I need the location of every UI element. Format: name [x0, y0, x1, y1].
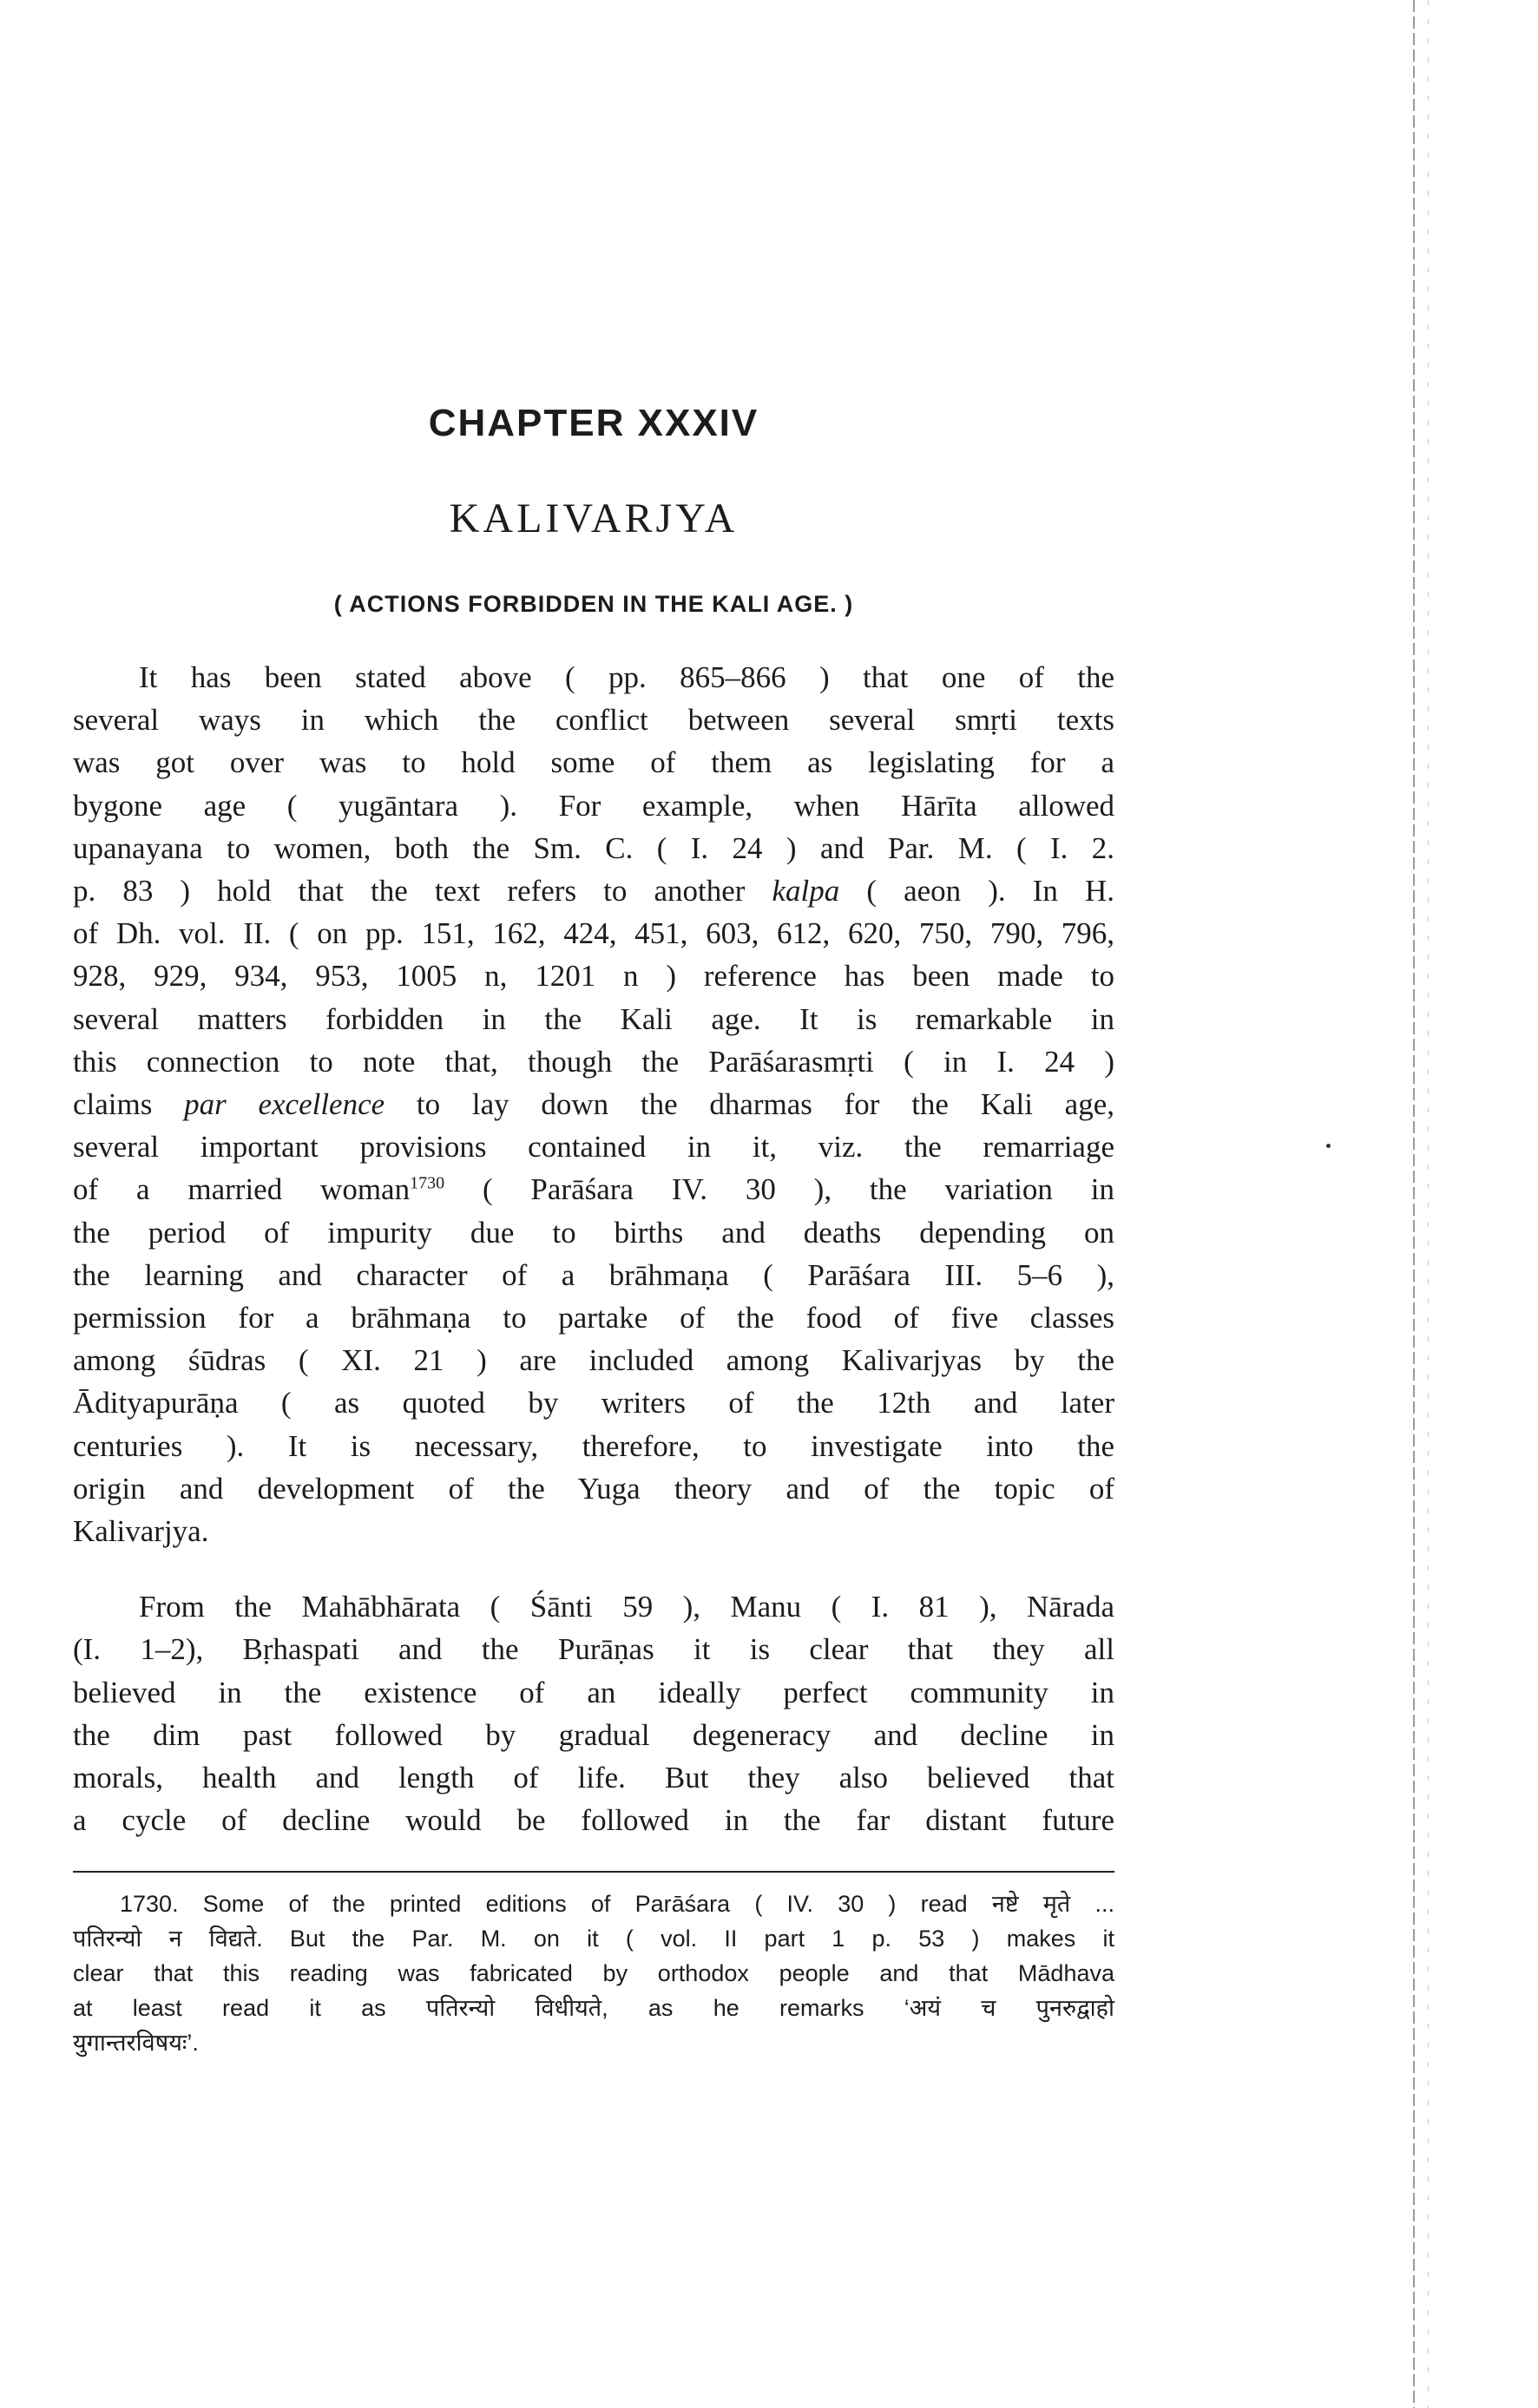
text-line: several important provisions contained in it, viz. the remarriage	[73, 1130, 1114, 1165]
footnote-line: युगान्तरविषयः’.	[73, 2030, 199, 2057]
text-line: permission for a brāhmaṇa to partake of the food of five classes	[73, 1301, 1114, 1335]
text-line: several ways in which the conflict between several smṛti texts	[73, 703, 1114, 738]
text-segment: claims	[73, 1087, 185, 1122]
text-line: It has been stated above ( pp. 865–866 ) that one of the	[139, 660, 1114, 694]
footnote-line: clear that this reading was fabricated by orthodox people and that Mādhava	[73, 1960, 1114, 1987]
text-line: upanayana to women, both the Sm. C. ( I. 24 ) and Par. M. ( I. 2.	[73, 830, 1114, 865]
footnote-line: 1730. Some of the printed editions of Parāśara ( IV. 30 ) read नष्टे मृते ...	[120, 1891, 1114, 1918]
text-line: the period of impurity due to births and deaths depending on	[73, 1215, 1114, 1250]
text-line	[73, 1083, 1114, 1125]
footnote-divider	[73, 1871, 1114, 1873]
chapter-title: KALIVARJYA	[449, 495, 739, 541]
footnote-line: पतिरन्यो न विद्यते. But the Par. M. on it ( vol. II part 1 p. 53 ) makes it	[73, 1926, 1114, 1952]
text-line: bygone age ( yugāntara ). For example, when Hārīta allowed	[73, 788, 1114, 823]
text-line: 928, 929, 934, 953, 1005 n, 1201 n ) reference has been made to	[73, 959, 1114, 994]
paragraph-2	[73, 1585, 1114, 1841]
book-page	[73, 399, 1114, 2060]
chapter-subtitle: ( ACTIONS FORBIDDEN IN THE KALI AGE. )	[333, 591, 854, 617]
text-line: among śūdras ( XI. 21 ) are included among Kalivarjyas by the	[73, 1343, 1114, 1378]
scan-edge-line	[1413, 0, 1415, 2408]
text-line	[73, 1168, 1114, 1211]
text-line: Ādityapurāṇa ( as quoted by writers of the 12th and later	[73, 1386, 1114, 1421]
footnote-line: at least read it as पतिरन्यो विधीयते, as he remarks ‘अयं च पुनरुद्वाहो	[73, 1995, 1114, 2022]
text-line: centuries ). It is necessary, therefore, to investigate into the	[73, 1428, 1114, 1463]
text-segment: ( Parāśara IV. 30 ), the variation in	[444, 1172, 1114, 1207]
footnote-reference: 1730	[410, 1173, 445, 1193]
text-line: morals, health and length of life. But they also believed that	[73, 1761, 1114, 1795]
italic-term: kalpa	[772, 874, 840, 909]
text-line: (I. 1–2), Bṛhaspati and the Purāṇas it is clear that they all	[73, 1632, 1114, 1667]
footnote-1730	[73, 1886, 1114, 2060]
text-line: the dim past followed by gradual degeneracy and decline in	[73, 1717, 1114, 1752]
text-line: origin and development of the Yuga theory and of the topic of	[73, 1471, 1114, 1506]
text-line: From the Mahābhārata ( Śānti 59 ), Manu ( I. 81 ), Nārada	[139, 1590, 1114, 1624]
text-line: the learning and character of a brāhmaṇa ( Parāśara III. 5–6 ),	[73, 1257, 1114, 1292]
text-line: this connection to note that, though the Parāśarasmṛti ( in I. 24 )	[73, 1044, 1114, 1079]
text-line: a cycle of decline would be followed in the far distant future	[73, 1803, 1114, 1838]
text-line: several matters forbidden in the Kali age. It is remarkable in	[73, 1001, 1114, 1036]
text-line: believed in the existence of an ideally perfect community in	[73, 1675, 1114, 1709]
scan-edge-line-faint	[1428, 0, 1429, 2408]
chapter-heading: CHAPTER XXXIV	[428, 402, 759, 444]
text-line: was got over was to hold some of them as legislating for a	[73, 745, 1114, 780]
text-segment: p. 83 ) hold that the text refers to another	[73, 874, 772, 909]
text-segment: ( aeon ). In H.	[839, 874, 1115, 909]
text-segment: of a married woman	[73, 1172, 411, 1207]
text-line	[73, 869, 1114, 912]
italic-term: par excellence	[184, 1087, 385, 1122]
text-line: Kalivarjya.	[73, 1514, 209, 1549]
text-segment: to lay down the dharmas for the Kali age,	[384, 1087, 1114, 1122]
text-line: of Dh. vol. II. ( on pp. 151, 162, 424, 451, 603, 612, 620, 750, 790, 796,	[73, 916, 1114, 951]
paragraph-1	[73, 656, 1114, 1552]
scan-speck	[1326, 1144, 1331, 1148]
